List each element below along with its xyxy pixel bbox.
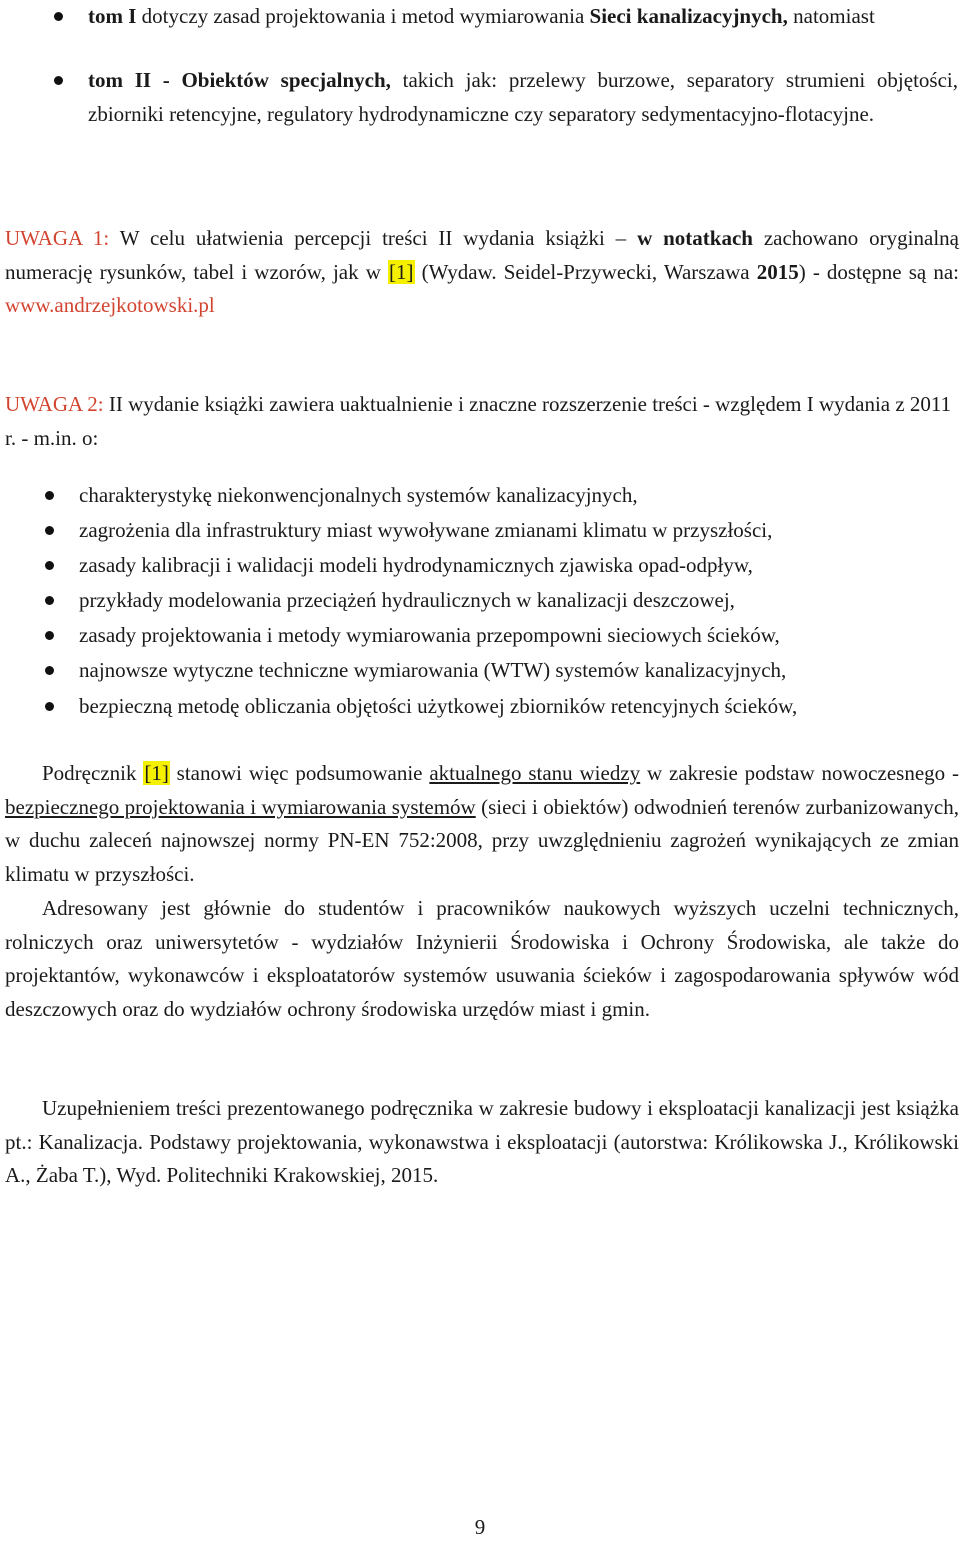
summary-text-c: w zakresie podstaw nowoczesnego - <box>640 761 959 785</box>
note-1-text-a: W celu ułatwienia percepcji treści II wydania książki – <box>109 226 638 250</box>
summary-paragraph <box>5 757 959 891</box>
supplement-paragraph: Uzupełnieniem treści prezentowanego podręcznika w zakresie budowy i eksploatacji kanalizacji jest książka pt.: Kanalizacja. Podstawy projektowania, wykonawstwa i eksploatacji (autorstwa: Królikowska J., Królikowski A., Żaba T.), Wyd. Politechniki Krakowskiej, 2015. <box>5 1096 959 1187</box>
note-1-label: UWAGA 1: <box>5 226 110 250</box>
note-1-text-d: ) - dostępne są na: <box>798 259 959 284</box>
change-text: najnowsze wytyczne techniczne wymiarowania (WTW) systemów kanalizacyjnych, <box>79 658 787 682</box>
note-1-text-b: zachowano oryginalną numerację rysunków, tabel i wzorów, jak w <box>5 226 959 284</box>
change-text: charakterystykę niekonwencjonalnych systemów kanalizacyjnych, <box>79 483 638 507</box>
change-item <box>79 514 959 548</box>
summary-text-a: Podręcznik <box>42 761 144 785</box>
bullet-icon <box>45 666 54 675</box>
reference-highlight: [1] <box>389 259 414 284</box>
audience-paragraph: Adresowany jest głównie do studentów i pracowników naukowych wyższych uczelni technicznych, rolniczych oraz uniwersytetów - wydziałów Inżynierii Środowiska i Ochrony Środowiska, ale także do projektantów, wykonawców i eksploatatorów systemów usuwania ścieków i zagospodarowania spływów wód deszczowych oraz do wydziałów ochrony środowiska urzędów miast i gmin. <box>5 896 959 1021</box>
tome-item <box>88 0 958 34</box>
bullet-icon <box>45 526 54 535</box>
note-1 <box>5 222 959 323</box>
note-2-text: II wydanie książki zawiera uaktualnienie i znaczne rozszerzenie treści - względem I wydania z 2011 r. - m.in. o: <box>5 392 952 450</box>
change-item <box>79 479 959 513</box>
bullet-icon <box>54 76 63 85</box>
change-text: zasady projektowania i metody wymiarowania przepompowni sieciowych ścieków, <box>79 623 780 647</box>
note-2 <box>5 388 959 455</box>
change-text: zagrożenia dla infrastruktury miast wywoływane zmianami klimatu w przyszłości, <box>79 518 773 542</box>
change-item <box>79 549 959 583</box>
tome-label: tom I <box>88 4 137 28</box>
change-item <box>79 690 959 724</box>
bullet-icon <box>45 561 54 570</box>
note-2-label: UWAGA 2: <box>5 392 104 416</box>
note-1-bold: w notatkach <box>637 226 753 250</box>
bullet-icon <box>54 12 63 21</box>
change-item <box>79 584 959 618</box>
page-number: 9 <box>474 1515 486 1539</box>
change-item <box>79 619 959 653</box>
tome-text: takich jak: przelewy burzowe, separatory strumieni objętości, zbiorniki retencyjne, regulatory hydrodynamiczne czy separatory sedymentacyjno-flotacyjne. <box>88 68 958 126</box>
bullet-icon <box>45 702 54 711</box>
reference-highlight: [1] <box>144 761 169 785</box>
note-1-year: 2015 <box>756 259 799 284</box>
tome-tail: natomiast <box>787 4 875 28</box>
summary-text-d: (sieci i obiektów) odwodnień terenów zurbanizowanych, w duchu zaleceń najnowszej normy PN-EN 752:2008, przy uwzględnieniu zagrożeń wynikających ze zmian klimatu w przyszłości. <box>5 794 959 886</box>
bullet-icon <box>45 596 54 605</box>
change-text: przykłady modelowania przeciążeń hydraulicznych w kanalizacji deszczowej, <box>79 588 735 612</box>
bullet-icon <box>45 491 54 500</box>
summary-underline-2: bezpiecznego projektowania i wymiarowania systemów <box>5 794 476 819</box>
change-text: bezpieczną metodę obliczania objętości użytkowej zbiorników retencyjnych ścieków, <box>79 694 798 718</box>
tome-item <box>88 64 958 131</box>
tome-label: tom II - Obiektów specjalnych, <box>88 68 391 92</box>
tome-text: dotyczy zasad projektowania i metod wymiarowania <box>136 4 590 28</box>
change-text: zasady kalibracji i walidacji modeli hydrodynamicznych zjawiska opad-odpływ, <box>79 553 753 577</box>
website-link[interactable]: www.andrzejkotowski.pl <box>5 293 215 317</box>
note-1-text-c: (Wydaw. Seidel-Przywecki, Warszawa <box>414 259 757 284</box>
tome-bold-tail: Sieci kanalizacyjnych, <box>589 4 788 28</box>
change-item <box>79 654 959 688</box>
bullet-icon <box>45 631 54 640</box>
summary-text-b: stanowi więc podsumowanie <box>169 761 430 785</box>
summary-underline-1: aktualnego stanu wiedzy <box>429 761 641 785</box>
